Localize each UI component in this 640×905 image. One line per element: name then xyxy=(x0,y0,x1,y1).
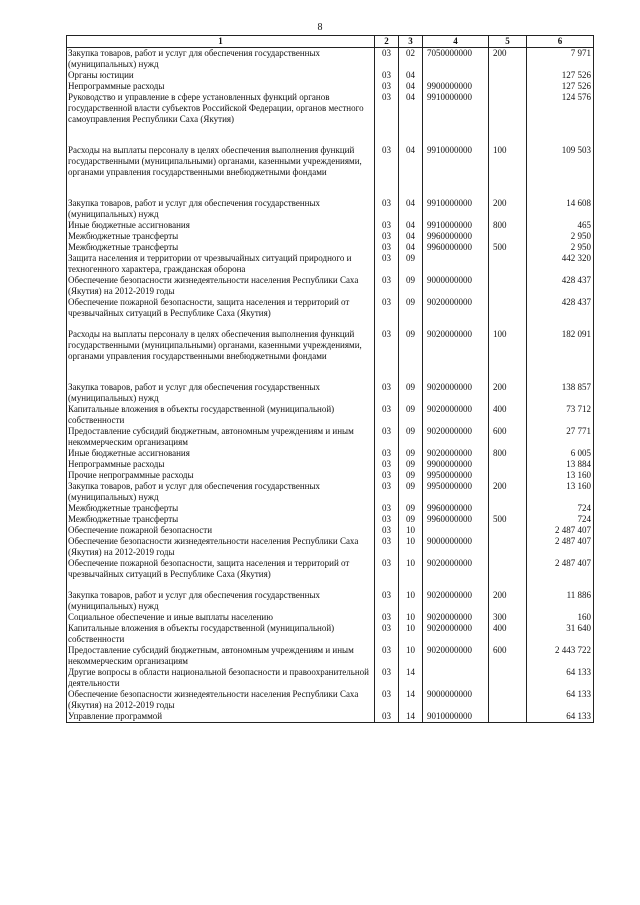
target-article-code: 9000000000 xyxy=(423,536,489,558)
subsection-code: 09 xyxy=(399,481,423,503)
section-code: 03 xyxy=(375,448,399,459)
subsection-code: 09 xyxy=(399,275,423,297)
budget-table xyxy=(66,35,594,723)
expense-type-code xyxy=(489,667,527,689)
amount: 2 487 407 xyxy=(527,536,594,558)
table-row xyxy=(67,198,594,220)
subsection-code: 09 xyxy=(399,426,423,448)
table-row xyxy=(67,231,594,242)
subsection-code: 04 xyxy=(399,231,423,242)
spacer-row xyxy=(67,125,594,135)
table-row xyxy=(67,253,594,275)
section-code: 03 xyxy=(375,70,399,81)
expense-type-code: 300 xyxy=(489,612,527,623)
empty-cell xyxy=(399,362,423,372)
table-row xyxy=(67,81,594,92)
empty-cell xyxy=(489,372,527,382)
expense-type-code: 500 xyxy=(489,514,527,525)
amount: 64 133 xyxy=(527,667,594,689)
item-name: Иные бюджетные ассигнования xyxy=(67,448,375,459)
target-article-code: 9020000000 xyxy=(423,590,489,612)
item-name: Закупка товаров, работ и услуг для обеспечения государственных (муниципальных) нужд xyxy=(67,382,375,404)
amount: 7 971 xyxy=(527,48,594,71)
section-code: 03 xyxy=(375,81,399,92)
amount: 442 320 xyxy=(527,253,594,275)
table-row xyxy=(67,645,594,667)
target-article-code: 9020000000 xyxy=(423,645,489,667)
section-code: 03 xyxy=(375,426,399,448)
subsection-code: 14 xyxy=(399,689,423,711)
table-row xyxy=(67,689,594,711)
section-code: 03 xyxy=(375,242,399,253)
target-article-code xyxy=(423,525,489,536)
item-name: Закупка товаров, работ и услуг для обеспечения государственных (муниципальных) нужд xyxy=(67,48,375,71)
table-row xyxy=(67,590,594,612)
empty-cell xyxy=(489,125,527,135)
col-header: 5 xyxy=(489,36,527,48)
empty-cell xyxy=(527,135,594,145)
subsection-code: 09 xyxy=(399,404,423,426)
section-code: 03 xyxy=(375,481,399,503)
target-article-code: 9950000000 xyxy=(423,481,489,503)
target-article-code: 9910000000 xyxy=(423,145,489,178)
subsection-code: 09 xyxy=(399,297,423,319)
subsection-code: 02 xyxy=(399,48,423,71)
table-row xyxy=(67,329,594,362)
subsection-code: 10 xyxy=(399,590,423,612)
expense-type-code: 100 xyxy=(489,329,527,362)
table-row xyxy=(67,426,594,448)
empty-cell xyxy=(375,178,399,188)
amount: 31 640 xyxy=(527,623,594,645)
empty-cell xyxy=(399,580,423,590)
subsection-code: 04 xyxy=(399,242,423,253)
subsection-code: 10 xyxy=(399,558,423,580)
empty-cell xyxy=(527,319,594,329)
amount: 73 712 xyxy=(527,404,594,426)
empty-cell xyxy=(67,125,375,135)
empty-cell xyxy=(399,188,423,198)
target-article-code: 7050000000 xyxy=(423,48,489,71)
table-row xyxy=(67,623,594,645)
subsection-code: 04 xyxy=(399,198,423,220)
target-article-code: 9910000000 xyxy=(423,92,489,125)
target-article-code xyxy=(423,70,489,81)
subsection-code: 10 xyxy=(399,645,423,667)
section-code: 03 xyxy=(375,329,399,362)
target-article-code: 9960000000 xyxy=(423,231,489,242)
item-name: Другие вопросы в области национальной безопасности и правоохранительной деятельности xyxy=(67,667,375,689)
empty-cell xyxy=(489,188,527,198)
table-row xyxy=(67,70,594,81)
spacer-row xyxy=(67,319,594,329)
empty-cell xyxy=(375,580,399,590)
col-header: 2 xyxy=(375,36,399,48)
page-number: 8 xyxy=(317,22,323,33)
expense-type-code xyxy=(489,253,527,275)
expense-type-code: 200 xyxy=(489,382,527,404)
empty-cell xyxy=(375,188,399,198)
subsection-code: 09 xyxy=(399,382,423,404)
subsection-code: 10 xyxy=(399,536,423,558)
expense-type-code xyxy=(489,711,527,723)
spacer-row xyxy=(67,580,594,590)
section-code: 03 xyxy=(375,711,399,723)
section-code: 03 xyxy=(375,145,399,178)
header-row xyxy=(67,36,594,48)
subsection-code: 09 xyxy=(399,459,423,470)
table-row xyxy=(67,92,594,125)
section-code: 03 xyxy=(375,514,399,525)
target-article-code: 9020000000 xyxy=(423,329,489,362)
subsection-code: 10 xyxy=(399,612,423,623)
subsection-code: 09 xyxy=(399,253,423,275)
amount: 428 437 xyxy=(527,297,594,319)
section-code: 03 xyxy=(375,459,399,470)
col-header: 4 xyxy=(423,36,489,48)
expense-type-code: 500 xyxy=(489,242,527,253)
subsection-code: 04 xyxy=(399,220,423,231)
section-code: 03 xyxy=(375,275,399,297)
expense-type-code xyxy=(489,525,527,536)
item-name: Органы юстиции xyxy=(67,70,375,81)
amount: 2 487 407 xyxy=(527,525,594,536)
empty-cell xyxy=(423,319,489,329)
section-code: 03 xyxy=(375,558,399,580)
subsection-code: 14 xyxy=(399,667,423,689)
spacer-row xyxy=(67,188,594,198)
amount: 64 133 xyxy=(527,689,594,711)
subsection-code: 14 xyxy=(399,711,423,723)
target-article-code xyxy=(423,253,489,275)
subsection-code: 09 xyxy=(399,514,423,525)
subsection-code: 09 xyxy=(399,503,423,514)
spacer-row xyxy=(67,372,594,382)
empty-cell xyxy=(423,125,489,135)
table-row xyxy=(67,242,594,253)
amount: 2 950 xyxy=(527,231,594,242)
item-name: Обеспечение пожарной безопасности, защита населения и территорий от чрезвычайных ситуаций в Республике Саха (Якутия) xyxy=(67,297,375,319)
empty-cell xyxy=(423,580,489,590)
empty-cell xyxy=(67,188,375,198)
expense-type-code: 100 xyxy=(489,145,527,178)
spacer-row xyxy=(67,362,594,372)
target-article-code: 9020000000 xyxy=(423,426,489,448)
table-row xyxy=(67,448,594,459)
spacer-row xyxy=(67,135,594,145)
expense-type-code: 200 xyxy=(489,481,527,503)
item-name: Расходы на выплаты персоналу в целях обеспечения выполнения функций государственными (муниципальными) органами, казенными учреждениями, органами управления государственными внебюджетными фондами xyxy=(67,145,375,178)
target-article-code: 9020000000 xyxy=(423,612,489,623)
item-name: Обеспечение пожарной безопасности, защита населения и территорий от чрезвычайных ситуаций в Республике Саха (Якутия) xyxy=(67,558,375,580)
empty-cell xyxy=(489,178,527,188)
table-row xyxy=(67,514,594,525)
item-name: Закупка товаров, работ и услуг для обеспечения государственных (муниципальных) нужд xyxy=(67,590,375,612)
empty-cell xyxy=(527,188,594,198)
target-article-code: 9020000000 xyxy=(423,623,489,645)
empty-cell xyxy=(399,319,423,329)
subsection-code: 09 xyxy=(399,470,423,481)
empty-cell xyxy=(399,178,423,188)
expense-type-code xyxy=(489,275,527,297)
item-name: Управление программой xyxy=(67,711,375,723)
section-code: 03 xyxy=(375,525,399,536)
item-name: Капитальные вложения в объекты государственной (муниципальной) собственности xyxy=(67,623,375,645)
amount: 27 771 xyxy=(527,426,594,448)
section-code: 03 xyxy=(375,689,399,711)
amount: 13 160 xyxy=(527,470,594,481)
empty-cell xyxy=(527,125,594,135)
table-row xyxy=(67,459,594,470)
empty-cell xyxy=(375,125,399,135)
item-name: Прочие непрограммные расходы xyxy=(67,470,375,481)
table-row xyxy=(67,404,594,426)
section-code: 03 xyxy=(375,198,399,220)
target-article-code: 9900000000 xyxy=(423,81,489,92)
item-name: Предоставление субсидий бюджетным, автономным учреждениям и иным некоммерческим организациям xyxy=(67,645,375,667)
empty-cell xyxy=(399,125,423,135)
section-code: 03 xyxy=(375,48,399,71)
empty-cell xyxy=(527,178,594,188)
target-article-code: 9020000000 xyxy=(423,558,489,580)
subsection-code: 04 xyxy=(399,92,423,125)
item-name: Непрограммные расходы xyxy=(67,81,375,92)
target-article-code: 9020000000 xyxy=(423,297,489,319)
empty-cell xyxy=(375,372,399,382)
col-header: 6 xyxy=(527,36,594,48)
target-article-code: 9960000000 xyxy=(423,514,489,525)
expense-type-code xyxy=(489,92,527,125)
section-code: 03 xyxy=(375,231,399,242)
item-name: Обеспечение безопасности жизнедеятельности населения Республики Саха (Якутия) на 2012-2019 годы xyxy=(67,689,375,711)
expense-type-code: 200 xyxy=(489,590,527,612)
amount: 127 526 xyxy=(527,70,594,81)
expense-type-code xyxy=(489,536,527,558)
table-body xyxy=(67,48,594,723)
empty-cell xyxy=(67,319,375,329)
empty-cell xyxy=(527,362,594,372)
table-row xyxy=(67,220,594,231)
empty-cell xyxy=(489,362,527,372)
empty-cell xyxy=(423,135,489,145)
expense-type-code xyxy=(489,470,527,481)
expense-type-code xyxy=(489,231,527,242)
amount: 6 005 xyxy=(527,448,594,459)
table-row xyxy=(67,612,594,623)
amount: 182 091 xyxy=(527,329,594,362)
target-article-code xyxy=(423,667,489,689)
expense-type-code xyxy=(489,503,527,514)
item-name: Защита населения и территории от чрезвычайных ситуаций природного и техногенного характера, гражданская оборона xyxy=(67,253,375,275)
empty-cell xyxy=(489,580,527,590)
subsection-code: 09 xyxy=(399,448,423,459)
empty-cell xyxy=(489,135,527,145)
amount: 428 437 xyxy=(527,275,594,297)
expense-type-code: 200 xyxy=(489,48,527,71)
target-article-code: 9910000000 xyxy=(423,198,489,220)
empty-cell xyxy=(67,178,375,188)
section-code: 03 xyxy=(375,612,399,623)
item-name: Непрограммные расходы xyxy=(67,459,375,470)
target-article-code: 9020000000 xyxy=(423,404,489,426)
subsection-code: 09 xyxy=(399,329,423,362)
expense-type-code: 600 xyxy=(489,645,527,667)
section-code: 03 xyxy=(375,253,399,275)
section-code: 03 xyxy=(375,590,399,612)
item-name: Межбюджетные трансферты xyxy=(67,503,375,514)
amount: 13 884 xyxy=(527,459,594,470)
amount: 724 xyxy=(527,514,594,525)
expense-type-code xyxy=(489,689,527,711)
amount: 124 576 xyxy=(527,92,594,125)
expense-type-code: 400 xyxy=(489,623,527,645)
empty-cell xyxy=(67,362,375,372)
target-article-code: 9000000000 xyxy=(423,275,489,297)
subsection-code: 04 xyxy=(399,81,423,92)
expense-type-code: 600 xyxy=(489,426,527,448)
expense-type-code xyxy=(489,81,527,92)
section-code: 03 xyxy=(375,645,399,667)
item-name: Предоставление субсидий бюджетным, автономным учреждениям и иным некоммерческим организациям xyxy=(67,426,375,448)
section-code: 03 xyxy=(375,623,399,645)
item-name: Расходы на выплаты персоналу в целях обеспечения выполнения функций государственными (муниципальными) органами, казенными учреждениями, органами управления государственными внебюджетными фондами xyxy=(67,329,375,362)
target-article-code: 9960000000 xyxy=(423,503,489,514)
section-code: 03 xyxy=(375,404,399,426)
empty-cell xyxy=(375,135,399,145)
expense-type-code xyxy=(489,70,527,81)
target-article-code: 9960000000 xyxy=(423,242,489,253)
amount: 2 950 xyxy=(527,242,594,253)
item-name: Межбюджетные трансферты xyxy=(67,242,375,253)
subsection-code: 04 xyxy=(399,145,423,178)
table-row xyxy=(67,145,594,178)
amount: 160 xyxy=(527,612,594,623)
item-name: Межбюджетные трансферты xyxy=(67,231,375,242)
expense-type-code xyxy=(489,459,527,470)
table-row xyxy=(67,503,594,514)
item-name: Руководство и управление в сфере установленных функций органов государственной власти субъектов Российской Федерации, органов местного самоуправления Республики Саха (Якутия) xyxy=(67,92,375,125)
spacer-row xyxy=(67,178,594,188)
item-name: Капитальные вложения в объекты государственной (муниципальной) собственности xyxy=(67,404,375,426)
table-row xyxy=(67,275,594,297)
section-code: 03 xyxy=(375,92,399,125)
amount: 2 443 722 xyxy=(527,645,594,667)
section-code: 03 xyxy=(375,382,399,404)
empty-cell xyxy=(423,178,489,188)
item-name: Закупка товаров, работ и услуг для обеспечения государственных (муниципальных) нужд xyxy=(67,198,375,220)
amount: 724 xyxy=(527,503,594,514)
target-article-code: 9000000000 xyxy=(423,689,489,711)
item-name: Иные бюджетные ассигнования xyxy=(67,220,375,231)
table-row xyxy=(67,558,594,580)
target-article-code: 9020000000 xyxy=(423,382,489,404)
empty-cell xyxy=(375,362,399,372)
table-row xyxy=(67,711,594,723)
empty-cell xyxy=(67,135,375,145)
section-code: 03 xyxy=(375,667,399,689)
empty-cell xyxy=(527,372,594,382)
subsection-code: 04 xyxy=(399,70,423,81)
amount: 138 857 xyxy=(527,382,594,404)
amount: 64 133 xyxy=(527,711,594,723)
col-header: 3 xyxy=(399,36,423,48)
empty-cell xyxy=(527,580,594,590)
item-name: Обеспечение пожарной безопасности xyxy=(67,525,375,536)
item-name: Межбюджетные трансферты xyxy=(67,514,375,525)
table-row xyxy=(67,48,594,71)
empty-cell xyxy=(399,135,423,145)
amount: 465 xyxy=(527,220,594,231)
section-code: 03 xyxy=(375,297,399,319)
empty-cell xyxy=(423,188,489,198)
empty-cell xyxy=(67,372,375,382)
section-code: 03 xyxy=(375,470,399,481)
target-article-code: 9900000000 xyxy=(423,459,489,470)
expense-type-code: 800 xyxy=(489,448,527,459)
empty-cell xyxy=(423,372,489,382)
item-name: Социальное обеспечение и иные выплаты населению xyxy=(67,612,375,623)
section-code: 03 xyxy=(375,536,399,558)
table-row xyxy=(67,481,594,503)
expense-type-code: 200 xyxy=(489,198,527,220)
empty-cell xyxy=(423,362,489,372)
item-name: Обеспечение безопасности жизнедеятельности населения Республики Саха (Якутия) на 2012-2019 годы xyxy=(67,536,375,558)
amount: 13 160 xyxy=(527,481,594,503)
target-article-code: 9950000000 xyxy=(423,470,489,481)
amount: 11 886 xyxy=(527,590,594,612)
amount: 127 526 xyxy=(527,81,594,92)
empty-cell xyxy=(67,580,375,590)
expense-type-code xyxy=(489,297,527,319)
amount: 14 608 xyxy=(527,198,594,220)
section-code: 03 xyxy=(375,503,399,514)
table-row xyxy=(67,536,594,558)
table-row xyxy=(67,525,594,536)
expense-type-code: 400 xyxy=(489,404,527,426)
item-name: Обеспечение безопасности жизнедеятельности населения Республики Саха (Якутия) на 2012-2019 годы xyxy=(67,275,375,297)
col-header: 1 xyxy=(67,36,375,48)
amount: 2 487 407 xyxy=(527,558,594,580)
empty-cell xyxy=(399,372,423,382)
amount: 109 503 xyxy=(527,145,594,178)
table-row xyxy=(67,667,594,689)
empty-cell xyxy=(489,319,527,329)
subsection-code: 10 xyxy=(399,623,423,645)
item-name: Закупка товаров, работ и услуг для обеспечения государственных (муниципальных) нужд xyxy=(67,481,375,503)
table-row xyxy=(67,470,594,481)
subsection-code: 10 xyxy=(399,525,423,536)
expense-type-code xyxy=(489,558,527,580)
table-row xyxy=(67,382,594,404)
target-article-code: 9910000000 xyxy=(423,220,489,231)
expense-type-code: 800 xyxy=(489,220,527,231)
empty-cell xyxy=(375,319,399,329)
target-article-code: 9010000000 xyxy=(423,711,489,723)
section-code: 03 xyxy=(375,220,399,231)
table-row xyxy=(67,297,594,319)
target-article-code: 9020000000 xyxy=(423,448,489,459)
